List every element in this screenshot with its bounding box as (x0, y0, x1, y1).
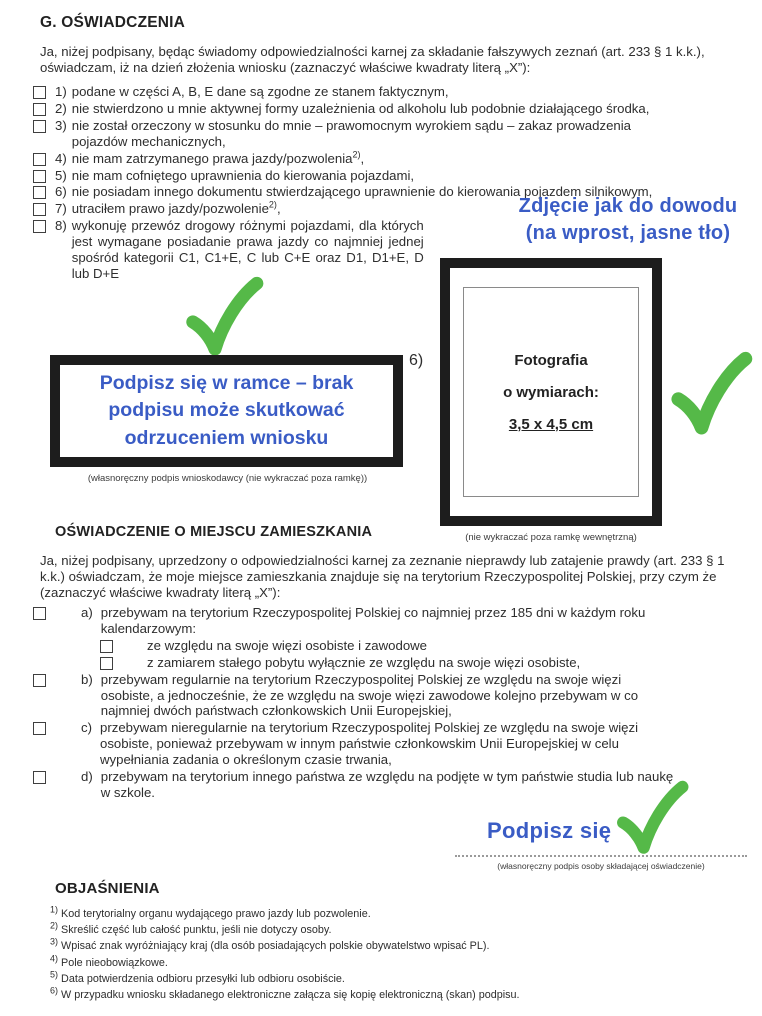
item-letter: d) (81, 769, 93, 785)
declaration-item-4 (33, 151, 735, 167)
photo-frame[interactable] (440, 258, 662, 526)
checkbox-declaration-4[interactable] (33, 153, 46, 166)
item-text: nie mam zatrzymanego prawa jazdy/pozwolenia$^{2)}$, (71, 149, 365, 166)
item-number: 3) (55, 117, 67, 133)
footnote-6: $^{6)}$ W przypadku wniosku składanego elektroniczne załącza się kopię elektroniczną (skan) podpisu. (50, 985, 520, 1002)
residence-signature-caption: (własnoręczny podpis osoby składającej oświadczenie) (497, 861, 705, 871)
footnote-ref: 2) (268, 199, 277, 210)
item-text: wykonuję przewóz drogowy różnymi pojazdami, dla których jest wymagane posiadanie prawa jazdy co najmniej jednej spośród kategorii C1, C1+E, C lub C+E oraz D1, D1+E, D lub D+E (71, 218, 424, 281)
residence-subitem-1 (33, 638, 751, 654)
item-number: 5) (55, 167, 67, 183)
checkbox-declaration-8[interactable] (33, 220, 46, 233)
item-letter: b) (81, 671, 93, 687)
section-g-title: G. OŚWIADCZENIA (40, 14, 186, 31)
declaration-item-3 (33, 118, 735, 150)
declaration-item-1 (33, 84, 735, 100)
checkbox-declaration-1[interactable] (33, 86, 46, 99)
footnote-2: $^{2)}$ Skreślić część lub całość punktu, jeśli nie dotyczy osoby. (50, 920, 332, 937)
checkbox-declaration-5[interactable] (33, 170, 46, 183)
footnote-4: $^{4)}$ Pole nieobowiązkowe. (50, 953, 168, 969)
photo-inner-frame (463, 287, 639, 497)
item-number: 4) (55, 150, 67, 166)
item-number: 6) (55, 184, 67, 200)
checkbox-declaration-3[interactable] (33, 120, 46, 133)
item-number: 1) (55, 84, 67, 99)
footnote-3: $^{3)}$ Wpisać znak wyróżniający kraj (dla osób posiadających polskie obywatelstwo wpisać PL). (50, 936, 490, 953)
photo-dimensions: 3,5 x 4,5 cm (508, 415, 594, 433)
sign-here-annotation: Podpisz się (487, 818, 612, 843)
photo-annotation-line1: Zdjęcie jak do dowodu (518, 195, 738, 217)
signature-frame-caption: (własnoręczny podpis wnioskodawcy (nie wykraczać poza ramkę)) (87, 473, 368, 484)
checkmark-icon (668, 349, 754, 439)
item-letter: c) (81, 720, 92, 736)
section-g-checklist (33, 84, 735, 282)
item-text: przebywam na terytorium innego państwa ze względu na podjęte w tym państwie studia lub naukę w szkole. (100, 769, 674, 800)
footnote-ref: 2) (352, 149, 361, 160)
item-number: 7) (55, 201, 67, 217)
declaration-item-5 (33, 168, 735, 184)
item-text: przebywam na terytorium Rzeczypospolitej Polskiej co najmniej przez 185 dni w każdym roku kalendarzowym: (100, 605, 646, 636)
photo-label-line1: Fotografia (514, 351, 588, 369)
photo-annotation (496, 193, 760, 247)
subitem-text: z zamiarem stałego pobytu wyłącznie ze względu na swoje więzi osobiste, (147, 654, 581, 670)
residence-intro: Ja, niżej podpisany, uprzedzony o odpowiedzialności karnej za zeznanie nieprawdy lub zatajenie prawdy (art. 233 § 1 k.k.) oświadczam, że moje miejsce zamieszkania znajduje się na terytorium Rzeczypospolitej Polskiej, przy czym że (zaznaczyć właściwe kwadraty literą „X”): (40, 553, 725, 600)
signature-footnote-ref: 6) (409, 352, 424, 369)
subitem-text: ze względu na swoje więzi osobiste i zawodowe (147, 637, 428, 653)
item-number: 8) (55, 218, 67, 234)
item-text: przebywam regularnie na terytorium Rzeczypospolitej Polskiej ze względu na swoje więzi osobiste, a jednocześnie, że ze względu na swoje więzi zawodowe kolejno przebywam w co najmniej dwóch państwach członkowskich Unii Europejskiej, (100, 671, 639, 719)
item-text: nie został orzeczony w stosunku do mnie – prawomocnym wyrokiem sądu – zakaz prowadzenia pojazdów mechanicznych, (71, 117, 631, 149)
checkbox-residence-a2[interactable] (100, 657, 113, 670)
photo-frame-caption: (nie wykraczać poza ramkę wewnętrzną) (465, 532, 637, 543)
item-number: 2) (55, 100, 67, 116)
footnotes-list (50, 906, 750, 1003)
checkbox-declaration-2[interactable] (33, 103, 46, 116)
footnotes-title: OBJAŚNIENIA (55, 880, 160, 897)
residence-subitem-2 (33, 655, 751, 671)
photo-annotation-line2: (na wprost, jasne tło) (525, 222, 731, 244)
signature-dotted-line[interactable] (455, 840, 747, 857)
checkbox-residence-c[interactable] (33, 722, 46, 735)
checkbox-residence-b[interactable] (33, 674, 46, 687)
checkbox-declaration-7[interactable] (33, 203, 46, 216)
item-text: nie posiadam innego dokumentu stwierdzającego uprawnienie do kierowania pojazdem silnikowym, (71, 184, 653, 200)
checkbox-residence-a[interactable] (33, 607, 46, 620)
item-letter: a) (81, 605, 93, 620)
item-text: nie stwierdzono u mnie aktywnej formy uzależnienia od alkoholu lub podobnie działającego środka, (71, 100, 650, 116)
footnote-1: $^{1)}$ Kod terytorialny organu wydającego prawo jazdy lub pozwolenie. (50, 904, 371, 920)
signature-frame-annotation: Podpisz się w ramce – brak podpisu może skutkować odrzuceniem wniosku (99, 371, 354, 449)
item-text: podane w części A, B, E dane są zgodne ze stanem faktycznym, (71, 84, 449, 99)
residence-section-title: OŚWIADCZENIE O MIEJSCU ZAMIESZKANIA (55, 524, 373, 540)
checkbox-declaration-6[interactable] (33, 186, 46, 199)
signature-frame[interactable] (50, 355, 403, 467)
section-g-intro: Ja, niżej podpisany, będąc świadomy odpowiedzialności karnej za składanie fałszywych zeznań (art. 233 § 1 k.k.), oświadczam, iż na dzień złożenia wniosku (zaznaczyć właściwe kwadraty literą „X”): (40, 44, 705, 75)
item-text: utraciłem prawo jazdy/pozwolenie$^{2)}$, (71, 199, 281, 217)
footnote-5: $^{5)}$ Data potwierdzenia odbioru przesyłki lub odbioru osobiście. (50, 969, 345, 985)
residence-item-a (33, 605, 751, 637)
residence-checklist (33, 605, 751, 801)
residence-item-c (33, 720, 751, 768)
residence-item-b (33, 672, 751, 720)
declaration-item-2 (33, 101, 735, 117)
checkbox-residence-a1[interactable] (100, 640, 113, 653)
item-text: nie mam cofniętego uprawnienia do kierowania pojazdami, (71, 167, 415, 183)
checkbox-residence-d[interactable] (33, 771, 46, 784)
item-text: przebywam nieregularnie na terytorium Rzeczypospolitej Polskiej ze względu na swoje więzi osobiste, ponieważ przebywam w innym państwie członkowskim Unii Europejskiej w celu wypełniania zadania o określonym czasie trwania, (100, 720, 639, 768)
checkmark-icon (183, 276, 265, 358)
photo-label-line2: o wymiarach: (503, 383, 599, 401)
